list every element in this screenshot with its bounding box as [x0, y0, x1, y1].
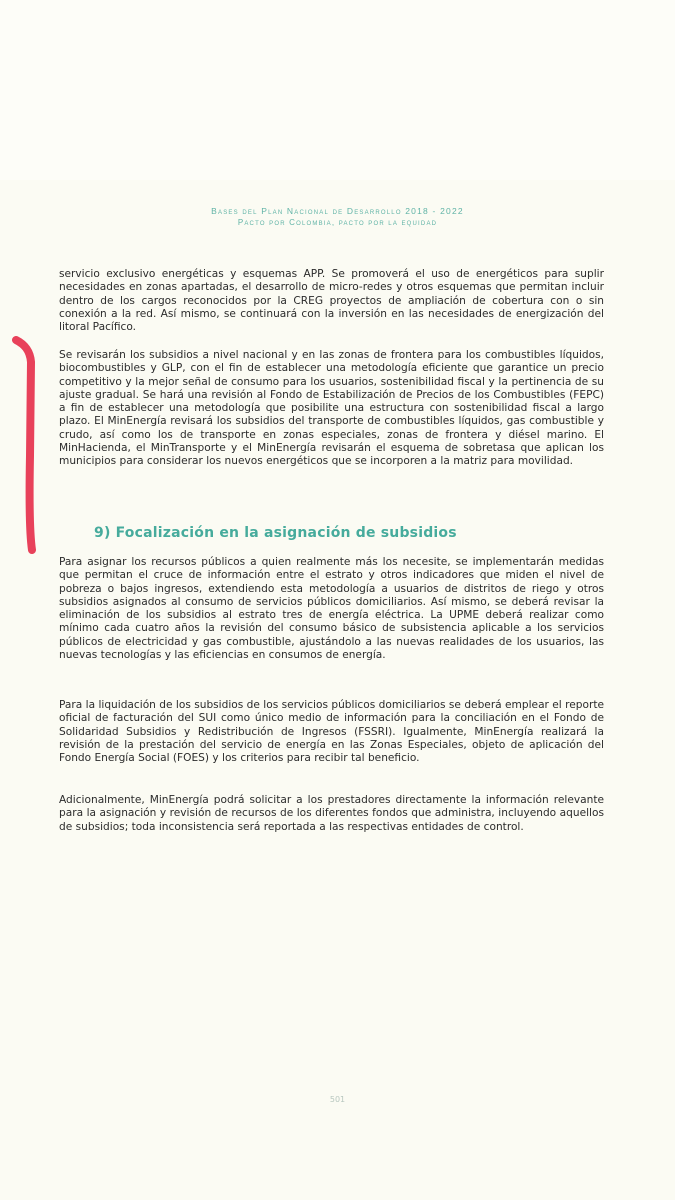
top-blank-area [0, 0, 675, 180]
section-heading: 9) Focalización en la asignación de subsidios [94, 525, 457, 541]
paragraph-2: Se revisarán los subsidios a nivel nacional y en las zonas de frontera para los combustibles líquidos, biocombustibles y GLP, con el fin de establecer una metodología eficiente que garantice un precio competitivo y la mejor señal de consumo para los usuarios, sostenibilidad fiscal y la pertinencia de su ajuste gradual. Se hará una revisión al Fondo de Estabilización de Precios de los Combustibles (FEPC) a fin de establecer una metodología que posibilite una estructura con sostenibilidad fiscal a largo plazo. El MinEnergía revisará los subsidios del transporte de combustibles líquidos, gas combustible y crudo, así como los de transporte en zonas especiales, zonas de frontera y diésel marino. El MinHacienda, el MinTransporte y el MinEnergía revisarán el esquema de sobretasa que aplican los municipios para considerar los nuevos energéticos que se incorporen a la matriz para movilidad. [59, 349, 604, 468]
highlight-marker-stroke [10, 336, 44, 556]
paragraph-5: Adicionalmente, MinEnergía podrá solicitar a los prestadores directamente la información relevante para la asignación y revisión de recursos de los diferentes fondos que administra, incluyendo aquellos de subsidios; toda inconsistencia será reportada a las respectivas entidades de control. [59, 794, 604, 833]
paragraph-3: Para asignar los recursos públicos a quien realmente más los necesite, se implementarán medidas que permitan el cruce de información entre el estrato y otros indicadores que miden el nivel de pobreza o bajos ingresos, extendiendo esta metodología a usuarios de distritos de riego y otros subsidios asignados al consumo de servicios públicos domiciliarios. Así mismo, se deberá revisar la eliminación de los subsidios al estrato tres de energía eléctrica. La UPME deberá realizar como mínimo cada cuatro años la revisión del consumo básico de subsistencia aplicable a los servicios públicos de electricidad y gas combustible, ajustándolo a las nuevas realidades de los usuarios, las nuevas tecnologías y las eficiencias en consumos de energía. [59, 556, 604, 662]
page-number: 501 [329, 1095, 346, 1104]
header-subtitle: Pacto por Colombia, pacto por la equidad [237, 218, 438, 227]
paragraph-4: Para la liquidación de los subsidios de los servicios públicos domiciliarios se deberá emplear el reporte oficial de facturación del SUI como único medio de información para la conciliación en el Fondo de Solidaridad Subsidios y Redistribución de Ingresos (FSSRI). Igualmente, MinEnergía realizará la revisión de la prestación del servicio de energía en las Zonas Especiales, objeto de aplicación del Fondo Energía Social (FOES) y los criterios para recibir tal beneficio. [59, 699, 604, 765]
header-title: Bases del Plan Nacional de Desarrollo 2018 - 2022 [211, 206, 464, 216]
paragraph-1: servicio exclusivo energéticas y esquemas APP. Se promoverá el uso de energéticos para suplir necesidades en zonas apartadas, el desarrollo de micro-redes y otros esquemas que permitan incluir dentro de los cargos reconocidos por la CREG proyectos de ampliación de cobertura con o sin conexión a la red. Así mismo, se continuará con la inversión en las necesidades de energización del litoral Pacífico. [59, 268, 604, 334]
